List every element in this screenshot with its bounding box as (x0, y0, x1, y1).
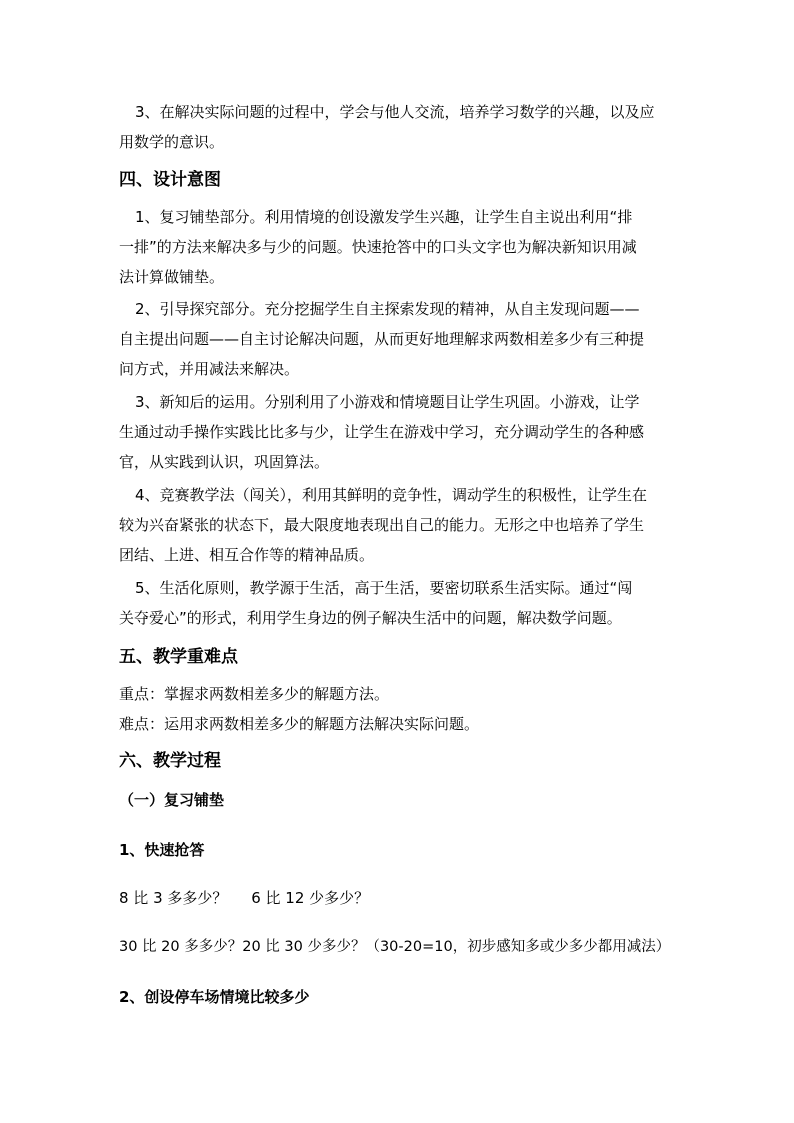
item-1-heading: 1、快速抢答 (119, 841, 205, 859)
quiz-line-2: 30 比 20 多多少？20 比 30 少多少？（30-20=10，初步感知多或少多少都用减法） (119, 939, 671, 955)
section-6-heading: 六、教学过程 (119, 751, 221, 771)
design-p5-line-1: 5、生活化原则，教学源于生活，高于生活，要密切联系生活实际。通过“闯 (135, 579, 633, 597)
design-p3-line-1: 3、新知后的运用。分别利用了小游戏和情境题目让学生巩固。小游戏，让学 (135, 393, 640, 411)
key-point: 重点：掌握求两数相差多少的解题方法。 (119, 685, 390, 703)
design-p5-line-2: 关夺爱心”的形式，利用学生身边的例子解决生活中的问题，解决数学问题。 (119, 609, 622, 627)
design-p3-line-2: 生通过动手操作实践比比多与少，让学生在游戏中学习，充分调动学生的各种感 (119, 423, 645, 441)
design-p4-line-3: 团结、上进、相互合作等的精神品质。 (119, 546, 375, 564)
design-p2-line-2: 自主提出问题——自主讨论解决问题，从而更好地理解求两数相差多少有三种提 (119, 330, 645, 348)
design-p2-line-1: 2、引导探究部分。充分挖掘学生自主探索发现的精神，从自主发现问题—— (135, 300, 640, 318)
goal-3-line-1: 3、在解决实际问题的过程中，学会与他人交流，培养学习数学的兴趣，以及应 (135, 103, 655, 121)
design-p4-line-2: 较为兴奋紧张的状态下，最大限度地表现出自己的能力。无形之中也培养了学生 (119, 516, 645, 534)
item-2-heading: 2、创设停车场情境比较多少 (119, 988, 310, 1006)
difficult-point: 难点：运用求两数相差多少的解题方法解决实际问题。 (119, 715, 480, 733)
design-p1-line-1: 1、复习铺垫部分。利用情境的创设激发学生兴趣，让学生自主说出利用“排 (135, 208, 633, 226)
design-p1-line-2: 一排”的方法来解决多与少的问题。快速抢答中的口头文字也为解决新知识用减 (119, 238, 637, 256)
design-p3-line-3: 官，从实践到认识，巩固算法。 (119, 453, 330, 471)
section-5-heading: 五、教学重难点 (119, 647, 238, 667)
subsection-1-heading: （一）复习铺垫 (119, 791, 225, 809)
quiz-line-1: 8 比 3 多多少？ 6 比 12 少多少？ (119, 889, 370, 907)
section-4-heading: 四、设计意图 (119, 170, 221, 190)
design-p4-line-1: 4、竞赛教学法（闯关），利用其鲜明的竞争性，调动学生的积极性，让学生在 (135, 486, 648, 504)
design-p1-line-3: 法计算做铺垫。 (119, 268, 225, 286)
goal-3-line-2: 用数学的意识。 (119, 133, 225, 151)
design-p2-line-3: 问方式，并用减法来解决。 (119, 360, 300, 378)
